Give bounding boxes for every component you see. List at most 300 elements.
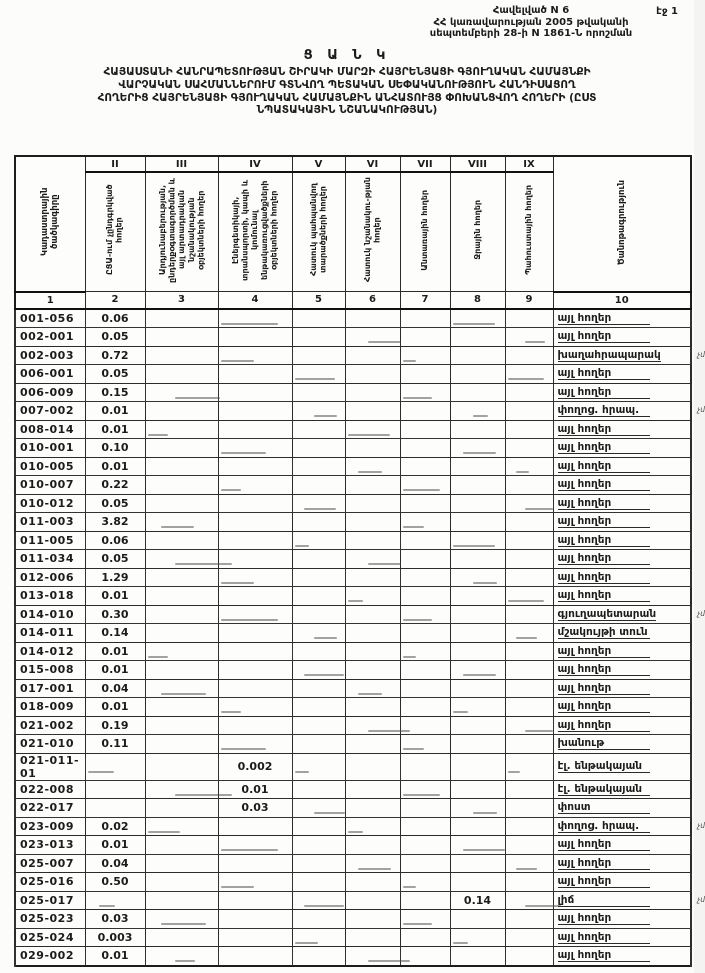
table-row — [15, 346, 691, 365]
row-value-col6 — [345, 420, 400, 439]
row-value-col5 — [292, 328, 345, 347]
row-value-col5 — [292, 402, 345, 421]
row-value-col6 — [345, 568, 400, 587]
row-value-col2: 0.01 — [85, 420, 145, 439]
handwritten-margin-mark: չմ — [697, 405, 705, 414]
row-note-text: այլ հողեր — [558, 460, 650, 473]
table-row — [15, 309, 691, 328]
row-value-col3 — [145, 891, 218, 910]
row-value-col6 — [345, 605, 400, 624]
row-note — [553, 716, 691, 735]
row-cadastral-code: 007-002 — [15, 402, 85, 421]
table-row — [15, 891, 691, 910]
row-note — [553, 550, 691, 569]
scan-artifact — [403, 397, 433, 399]
row-value-col8 — [450, 817, 505, 836]
row-note — [553, 402, 705, 421]
table-row — [15, 531, 691, 550]
row-value-col3 — [145, 873, 218, 892]
row-value-col7 — [400, 753, 450, 780]
row-value-col9 — [505, 642, 553, 661]
table-row — [15, 550, 691, 569]
row-note-text: էլ. ենթակայան — [558, 760, 650, 773]
row-value-col3 — [145, 854, 218, 873]
row-value-col4: 0.002 — [218, 753, 292, 780]
scan-artifact — [358, 868, 391, 870]
row-value-col3 — [145, 587, 218, 606]
row-value-col9 — [505, 587, 553, 606]
row-note-text: այլ հողեր — [558, 700, 650, 713]
table-row — [15, 753, 691, 780]
land-transfer-table — [14, 155, 705, 967]
table-row — [15, 420, 691, 439]
appendix-line2: ՀՀ կառավարության 2005 թվականի — [433, 16, 629, 28]
row-value-col4 — [218, 328, 292, 347]
row-note-text: այլ հողեր — [558, 931, 650, 944]
row-cadastral-code: 010-005 — [15, 457, 85, 476]
scan-artifact — [463, 849, 505, 851]
row-value-col2: 0.01 — [85, 698, 145, 717]
row-value-col8 — [450, 568, 505, 587]
row-value-col8 — [450, 309, 505, 328]
row-note-text: լիճ — [558, 894, 650, 907]
row-value-col7 — [400, 476, 450, 495]
row-value-col5 — [292, 799, 345, 818]
row-value-col7 — [400, 661, 450, 680]
header-note-label: Ծանոթագրություն — [616, 179, 627, 265]
row-note-text: գյուղապետարան — [557, 607, 657, 620]
row-note-text: այլ հողեր — [558, 949, 650, 962]
scan-artifact — [304, 508, 336, 510]
row-value-col6 — [345, 365, 400, 384]
scan-artifact — [453, 323, 495, 325]
row-value-col3 — [145, 309, 218, 328]
scan-artifact — [403, 526, 425, 528]
table-row — [15, 799, 691, 818]
row-note-text: այլ հողեր — [558, 497, 650, 510]
row-value-col2: 0.01 — [85, 642, 145, 661]
row-note — [553, 780, 691, 799]
row-value-col5 — [292, 605, 345, 624]
row-value-col6 — [345, 402, 400, 421]
row-value-col7 — [400, 854, 450, 873]
table-row — [15, 383, 691, 402]
row-note-text: այլ հողեր — [558, 312, 650, 325]
scan-artifact — [453, 711, 468, 713]
col-number-5: 5 — [292, 292, 345, 309]
scan-artifact — [221, 489, 242, 491]
column-number-row — [15, 292, 691, 309]
row-cadastral-code: 022-008 — [15, 780, 85, 799]
row-note — [553, 328, 691, 347]
scan-artifact — [348, 600, 363, 602]
row-value-col7 — [400, 735, 450, 754]
col-number-2: 2 — [85, 292, 145, 309]
row-note — [553, 642, 691, 661]
scan-artifact — [403, 923, 433, 925]
row-value-col4 — [218, 873, 292, 892]
row-value-col4 — [218, 587, 292, 606]
row-note — [553, 309, 691, 328]
col-number-1: 1 — [15, 292, 85, 309]
scan-artifact — [175, 960, 195, 962]
scan-artifact — [221, 360, 254, 362]
col-number-4: 4 — [218, 292, 292, 309]
row-cadastral-code: 011-005 — [15, 531, 85, 550]
row-value-col4 — [218, 513, 292, 532]
row-value-col3 — [145, 661, 218, 680]
row-value-col2: 0.14 — [85, 624, 145, 643]
scan-artifact — [358, 471, 382, 473]
row-value-col4 — [218, 698, 292, 717]
row-value-col4 — [218, 531, 292, 550]
row-value-col6 — [345, 439, 400, 458]
row-value-col4 — [218, 735, 292, 754]
row-cadastral-code: 008-014 — [15, 420, 85, 439]
scan-artifact — [463, 674, 496, 676]
scan-artifact — [403, 794, 441, 796]
row-cadastral-code: 021-011-01 — [15, 753, 85, 780]
row-value-col8 — [450, 928, 505, 947]
row-value-col4 — [218, 568, 292, 587]
row-value-col6 — [345, 476, 400, 495]
scan-artifact — [508, 378, 544, 380]
table-row — [15, 587, 691, 606]
row-note-text: այլ հողեր — [558, 912, 650, 925]
row-value-col3 — [145, 780, 218, 799]
row-cadastral-code: 025-007 — [15, 854, 85, 873]
row-value-col5 — [292, 661, 345, 680]
row-value-col9 — [505, 836, 553, 855]
row-value-col5 — [292, 309, 345, 328]
row-value-col6 — [345, 891, 400, 910]
row-note — [553, 494, 691, 513]
row-cadastral-code: 029-002 — [15, 947, 85, 966]
row-cadastral-code: 023-013 — [15, 836, 85, 855]
row-note — [553, 439, 691, 458]
appendix-line3: սեպտեմբերի 28-ի N 1861-Ն որոշման — [429, 28, 633, 39]
table-row — [15, 836, 691, 855]
row-value-col2: 0.05 — [85, 365, 145, 384]
row-value-col5 — [292, 383, 345, 402]
row-value-col6 — [345, 494, 400, 513]
roman-V: V — [292, 156, 345, 172]
table-row — [15, 817, 691, 836]
scan-artifact — [221, 619, 279, 621]
row-value-col5 — [292, 679, 345, 698]
table-row — [15, 605, 691, 624]
row-note-text: այլ հողեր — [558, 478, 650, 491]
row-value-col6 — [345, 328, 400, 347]
scan-artifact — [368, 730, 410, 732]
scan-artifact — [403, 360, 417, 362]
row-value-col6 — [345, 947, 400, 966]
row-value-col2: 0.10 — [85, 439, 145, 458]
row-note — [553, 383, 691, 402]
row-value-col6 — [345, 642, 400, 661]
row-note-text: այլ հողեր — [558, 423, 650, 436]
scan-artifact — [161, 923, 206, 925]
row-value-col6 — [345, 836, 400, 855]
row-value-col7 — [400, 587, 450, 606]
row-cadastral-code: 006-009 — [15, 383, 85, 402]
row-value-col4: 0.01 — [218, 780, 292, 799]
row-note-text: փոստ — [558, 801, 650, 814]
row-value-col2: 0.01 — [85, 836, 145, 855]
row-note-text: այլ հողեր — [558, 838, 650, 851]
row-value-col4 — [218, 605, 292, 624]
subtitle-line: ՆՊԱՏԱԿԱՅԻՆ ՆՇԱՆԱԿՈՒԹՅԱՆ) — [256, 104, 438, 117]
row-value-col3 — [145, 642, 218, 661]
row-value-col8 — [450, 735, 505, 754]
row-value-col4: 0.03 — [218, 799, 292, 818]
row-value-col5 — [292, 513, 345, 532]
row-cadastral-code: 012-006 — [15, 568, 85, 587]
subtitle-line: ՀՈՂԵՐԻՑ ՀԱՅՐԵՆՅԱՑԻ ԳՅՈՒՂԱԿԱՆ ՀԱՄԱՅՆՔԻՆ ԱՆՀԱՏՈՒՅՑ ՓՈԽԱՆՑՎՈՂ ՀՈՂԵՐԻ (ԸՍՏ — [97, 91, 597, 104]
scan-artifact — [175, 397, 220, 399]
row-cadastral-code: 002-003 — [15, 346, 85, 365]
row-value-col3 — [145, 550, 218, 569]
row-value-col6 — [345, 346, 400, 365]
scan-artifact — [403, 619, 433, 621]
scan-artifact — [221, 849, 279, 851]
row-value-col2: 3.82 — [85, 513, 145, 532]
scan-artifact — [525, 341, 546, 343]
row-value-col8 — [450, 624, 505, 643]
row-note-text: այլ հողեր — [558, 645, 650, 658]
row-note-text: այլ հողեր — [558, 663, 650, 676]
header-col8: Ջրային հողեր — [450, 172, 505, 292]
row-value-col2: 0.72 — [85, 346, 145, 365]
row-note — [553, 365, 691, 384]
scan-artifact — [368, 960, 410, 962]
row-value-col6 — [345, 799, 400, 818]
table-row — [15, 439, 691, 458]
row-cadastral-code: 022-017 — [15, 799, 85, 818]
scan-artifact — [221, 452, 267, 454]
col-number-9: 9 — [505, 292, 553, 309]
row-value-col4 — [218, 836, 292, 855]
row-value-col3 — [145, 799, 218, 818]
row-value-col7 — [400, 513, 450, 532]
row-value-col5 — [292, 698, 345, 717]
row-note-text: այլ հողեր — [558, 589, 650, 602]
scan-artifact — [473, 812, 497, 814]
row-note — [553, 910, 691, 929]
row-value-col6 — [345, 661, 400, 680]
row-value-col6 — [345, 513, 400, 532]
row-value-col4 — [218, 817, 292, 836]
row-value-col4 — [218, 716, 292, 735]
row-value-col3 — [145, 494, 218, 513]
scan-artifact — [403, 748, 425, 750]
row-note-text: այլ հողեր — [558, 330, 650, 343]
row-value-col5 — [292, 947, 345, 966]
row-note — [553, 799, 691, 818]
row-value-col5 — [292, 624, 345, 643]
scan-artifact — [403, 656, 417, 658]
row-value-col6 — [345, 910, 400, 929]
row-value-col9 — [505, 716, 553, 735]
row-value-col3 — [145, 624, 218, 643]
row-cadastral-code: 025-024 — [15, 928, 85, 947]
row-value-col8 — [450, 753, 505, 780]
scan-artifact — [221, 323, 279, 325]
row-value-col2: 0.06 — [85, 309, 145, 328]
row-value-col7 — [400, 309, 450, 328]
col-number-8: 8 — [450, 292, 505, 309]
scan-artifact — [221, 582, 254, 584]
row-value-col9 — [505, 873, 553, 892]
row-note — [553, 531, 691, 550]
header-col3: Արդյունաբերության, ընդերքօգտագործման և այլ արտադրական նշանակության օբյեկտների հողեր — [145, 172, 218, 292]
scan-artifact — [295, 942, 318, 944]
scan-artifact — [175, 794, 232, 796]
row-note — [553, 568, 691, 587]
header-cadastral-code — [15, 156, 85, 292]
table-row — [15, 854, 691, 873]
row-value-col4 — [218, 661, 292, 680]
row-note — [553, 605, 705, 624]
row-value-col9 — [505, 661, 553, 680]
row-value-col4 — [218, 910, 292, 929]
row-value-col3 — [145, 753, 218, 780]
table-row — [15, 716, 691, 735]
row-value-col7 — [400, 494, 450, 513]
row-value-col3 — [145, 928, 218, 947]
row-cadastral-code: 023-009 — [15, 817, 85, 836]
page-number-label: էջ 1 — [656, 6, 678, 17]
row-value-col7 — [400, 365, 450, 384]
row-value-col4 — [218, 420, 292, 439]
row-value-col9 — [505, 605, 553, 624]
row-value-col6 — [345, 716, 400, 735]
row-value-col9 — [505, 799, 553, 818]
row-cadastral-code: 018-009 — [15, 698, 85, 717]
table-row — [15, 402, 691, 421]
header-col5: Հատուկ պահպանվող տարածքների հողեր — [292, 172, 345, 292]
row-cadastral-code: 014-012 — [15, 642, 85, 661]
row-value-col3 — [145, 735, 218, 754]
row-value-col2: 0.22 — [85, 476, 145, 495]
scan-artifact — [314, 812, 346, 814]
row-value-col8 — [450, 910, 505, 929]
row-value-col5 — [292, 780, 345, 799]
handwritten-margin-mark: չմ — [697, 608, 705, 618]
scan-artifact — [304, 674, 344, 676]
row-note — [553, 513, 691, 532]
row-value-col8 — [450, 531, 505, 550]
row-value-col8 — [450, 780, 505, 799]
row-value-col8 — [450, 402, 505, 421]
row-value-col7 — [400, 698, 450, 717]
row-value-col6 — [345, 679, 400, 698]
handwritten-margin-mark: չմ — [697, 820, 705, 830]
roman-VI: VI — [345, 156, 400, 172]
row-cadastral-code: 002-001 — [15, 328, 85, 347]
row-cadastral-code: 006-001 — [15, 365, 85, 384]
header-col7: Անտառային հողեր — [400, 172, 450, 292]
table-body — [15, 309, 705, 966]
header-note — [553, 156, 691, 292]
row-value-col7 — [400, 716, 450, 735]
row-cadastral-code: 010-001 — [15, 439, 85, 458]
row-note — [553, 873, 691, 892]
appendix-line1: Հավելված N 6 — [492, 5, 570, 16]
row-value-col4 — [218, 550, 292, 569]
row-value-col9 — [505, 735, 553, 754]
scan-artifact — [525, 508, 553, 510]
table-row — [15, 457, 691, 476]
row-value-col7 — [400, 873, 450, 892]
row-value-col6 — [345, 753, 400, 780]
col-number-6: 6 — [345, 292, 400, 309]
scan-artifact — [314, 637, 337, 639]
table-row — [15, 624, 691, 643]
row-value-col7 — [400, 531, 450, 550]
scan-artifact — [368, 563, 401, 565]
row-value-col9 — [505, 476, 553, 495]
row-value-col8 — [450, 947, 505, 966]
row-note-text: այլ հողեր — [558, 719, 650, 732]
row-value-col4 — [218, 854, 292, 873]
roman-IV: IV — [218, 156, 292, 172]
row-value-col8 — [450, 328, 505, 347]
row-value-col9 — [505, 928, 553, 947]
row-note — [553, 753, 691, 780]
table-row — [15, 679, 691, 698]
scan-artifact — [403, 886, 417, 888]
scan-artifact — [221, 711, 242, 713]
row-value-col3 — [145, 420, 218, 439]
row-note-text: փողոց. հրապ. — [558, 820, 650, 833]
roman-numeral-row — [15, 156, 691, 172]
row-note — [553, 836, 691, 855]
row-note — [553, 735, 691, 754]
row-value-col8 — [450, 476, 505, 495]
row-value-col5 — [292, 910, 345, 929]
table-row — [15, 780, 691, 799]
row-value-col2: 0.30 — [85, 605, 145, 624]
scan-artifact — [473, 415, 488, 417]
row-value-col5 — [292, 873, 345, 892]
scan-artifact — [525, 730, 553, 732]
table-row — [15, 873, 691, 892]
row-value-col4 — [218, 439, 292, 458]
table-row — [15, 365, 691, 384]
row-value-col3 — [145, 698, 218, 717]
row-value-col5 — [292, 735, 345, 754]
roman-VIII: VIII — [450, 156, 505, 172]
handwritten-margin-mark: չմ — [697, 894, 705, 904]
row-value-col8 — [450, 854, 505, 873]
table-row — [15, 494, 691, 513]
row-cadastral-code: 014-010 — [15, 605, 85, 624]
row-note-text: այլ հողեր — [558, 441, 650, 454]
header-col4: Էներգետիկայի, տրանսպորտի, կապի և կոմունալ ենթակառուցվածքների օբյեկտների հողեր — [218, 172, 292, 292]
header-col9: Պահուստային հողեր — [505, 172, 553, 292]
row-value-col9 — [505, 494, 553, 513]
scan-artifact — [161, 693, 206, 695]
row-value-col7 — [400, 568, 450, 587]
row-value-col9 — [505, 420, 553, 439]
row-value-col9 — [505, 309, 553, 328]
document-subtitle — [10, 66, 684, 117]
row-value-col5 — [292, 587, 345, 606]
row-value-col4 — [218, 642, 292, 661]
row-value-col9 — [505, 698, 553, 717]
col-number-3: 3 — [145, 292, 218, 309]
